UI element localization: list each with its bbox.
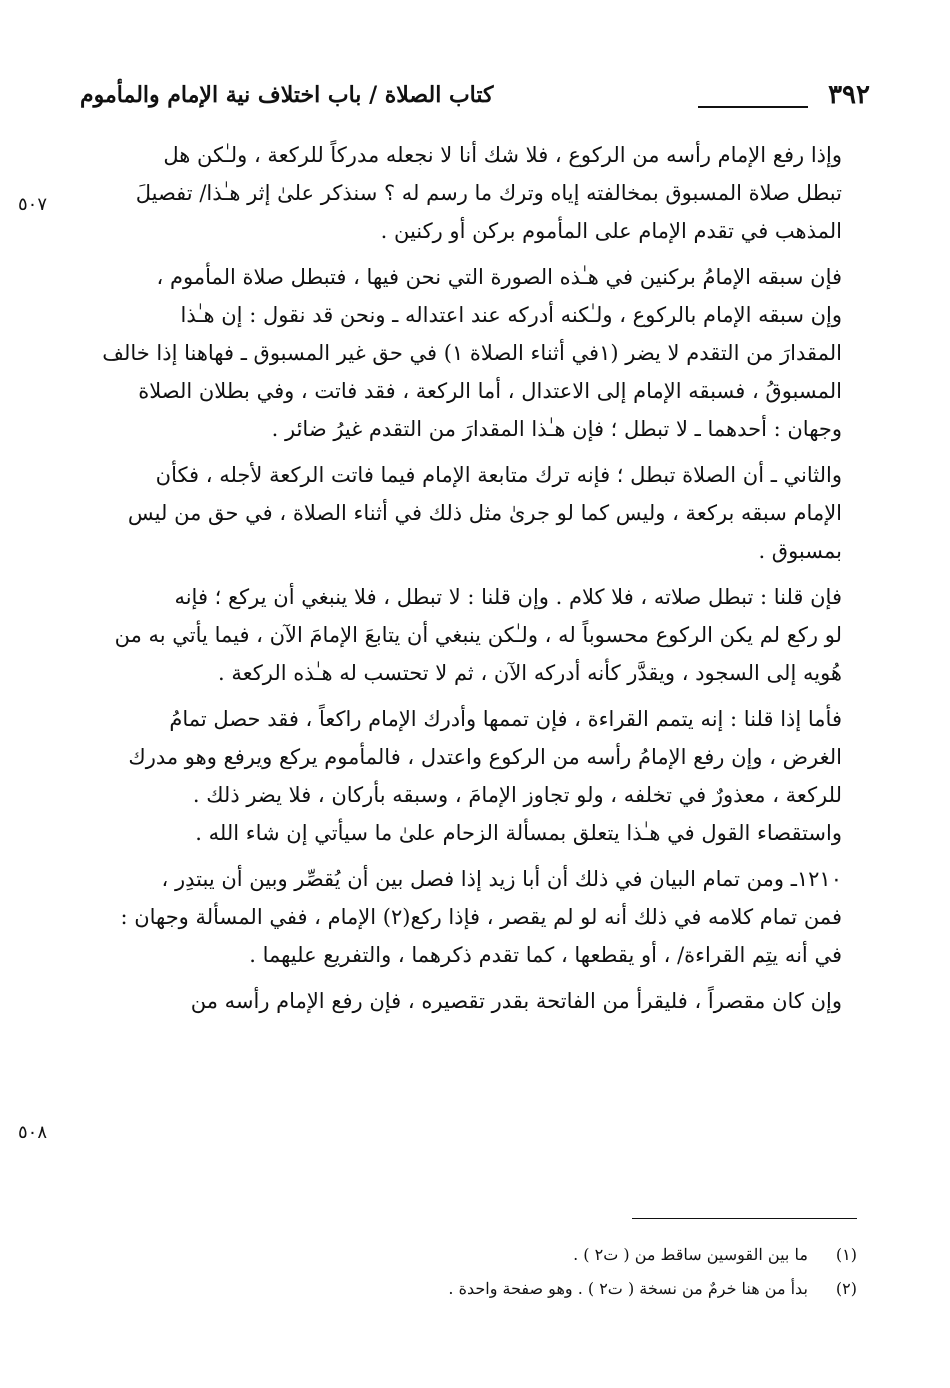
footnote — [157, 1238, 857, 1272]
footnote-rule — [632, 1218, 857, 1219]
footnote-text: بدأ من هنا خرمٌ من نسخة ( ت٢ ) . وهو صفحة واحدة . — [448, 1279, 808, 1298]
text-line: للركعة ، معذورٌ في تخلفه ، ولو تجاوز الإمامَ ، وسبقه بأركان ، فلا يضر ذلك . — [192, 783, 842, 807]
text-line: فأما إذا قلنا : إنه يتمم القراءة ، فإن تممها وأدرك الإمام راكعاً ، فقد حصل تمامُ — [169, 707, 842, 731]
text-line: في أنه يتِم القراءة/ ، أو يقطعها ، كما تقدم ذكرهما ، والتفريع عليهما . — [249, 943, 842, 967]
paragraph — [80, 258, 870, 448]
paragraph — [80, 136, 870, 250]
text-line: وإذا رفع الإمام رأسه من الركوع ، فلا شك أنا لا نجعله مدركاً للركعة ، ولـٰكن هل — [163, 143, 842, 167]
paragraph — [80, 578, 870, 692]
text-line: وإن سبقه الإمام بالركوع ، ولـٰكنه أدركه عند اعتداله ـ ونحن قد نقول : إن هـٰذا — [180, 303, 842, 327]
footnote-number: (٢) — [835, 1279, 857, 1298]
text-line: فمن تمام كلامه في ذلك أنه لو لم يقصر ، فإذا ركع(٢) الإمام ، ففي المسألة وجهان : — [120, 905, 842, 929]
text-line: الغرض ، وإن رفع الإمامُ رأسه من الركوع واعتدل ، فالمأموم يركع ويرفع وهو مدرك — [128, 745, 842, 769]
text-line: وإن كان مقصراً ، فليقرأ من الفاتحة بقدر تقصيره ، فإن رفع الإمام رأسه من — [190, 989, 842, 1013]
paragraph — [80, 700, 870, 852]
text-line: ١٢١٠ـ ومن تمام البيان في ذلك أن أبا زيد إذا فصل بين أن يُقصِّر وبين أن يبتدِر ، — [161, 867, 842, 891]
text-line: المسبوقُ ، فسبقه الإمام إلى الاعتدال ، أما الركعة ، فقد فاتت ، وفي بطلان الصلاة — [138, 379, 842, 403]
paragraph — [80, 456, 870, 570]
page-number: ٣٩٢ — [828, 80, 870, 110]
text-line: والثاني ـ أن الصلاة تبطل ؛ فإنه ترك متابعة الإمام فيما فاتت الركعة لأجله ، فكأن — [155, 463, 842, 487]
main-text — [80, 136, 870, 1028]
text-line: وجهان : أحدهما ـ لا تبطل ؛ فإن هـٰذا المقدارَ من التقدم غيرُ ضائر . — [271, 417, 842, 441]
page-header — [80, 80, 870, 120]
header-rule — [698, 106, 808, 108]
paragraph — [80, 982, 870, 1020]
margin-page-number: ٥٠٧ — [18, 194, 48, 215]
text-line: فإن قلنا : تبطل صلاته ، فلا كلام . وإن قلنا : لا تبطل ، فلا ينبغي أن يركع ؛ فإنه — [174, 585, 842, 609]
text-line: بمسبوق . — [758, 539, 842, 563]
text-line: المقدارَ من التقدم لا يضر (١في أثناء الصلاة ١) في حق غير المسبوق ـ فهاهنا إذا خالف — [102, 341, 842, 365]
footnote-number: (١) — [835, 1245, 857, 1264]
running-title: كتاب الصلاة / باب اختلاف نية الإمام والمأموم — [80, 82, 494, 108]
text-line: واستقصاء القول في هـٰذا يتعلق بمسألة الزحام علىٰ ما سيأتي إن شاء الله . — [195, 821, 842, 845]
footnote — [157, 1272, 857, 1306]
text-line: تبطل صلاة المسبوق بمخالفته إياه وترك ما رسم له ؟ سنذكر علىٰ إثر هـٰذا/ تفصيلَ — [135, 181, 842, 205]
paragraph — [80, 860, 870, 974]
footnote-text: ما بين القوسين ساقط من ( ت٢ ) . — [573, 1245, 808, 1264]
text-line: المذهب في تقدم الإمام على المأموم بركن أو ركنين . — [380, 219, 842, 243]
footnotes — [157, 1238, 857, 1306]
margin-page-number: ٥٠٨ — [18, 1122, 48, 1143]
text-line: هُويه إلى السجود ، ويقدَّر كأنه أدركه الآن ، ثم لا تحتسب له هـٰذه الركعة . — [218, 661, 842, 685]
text-line: لو ركع لم يكن الركوع محسوباً له ، ولـٰكن ينبغي أن يتابعَ الإمامَ الآن ، فيما يأتي به من — [114, 623, 842, 647]
text-line: فإن سبقه الإمامُ بركنين في هـٰذه الصورة التي نحن فيها ، فتبطل صلاة المأموم ، — [156, 265, 842, 289]
text-line: الإمام سبقه بركعة ، وليس كما لو جرىٰ مثل ذلك في أثناء الصلاة ، في حق من ليس — [127, 501, 842, 525]
